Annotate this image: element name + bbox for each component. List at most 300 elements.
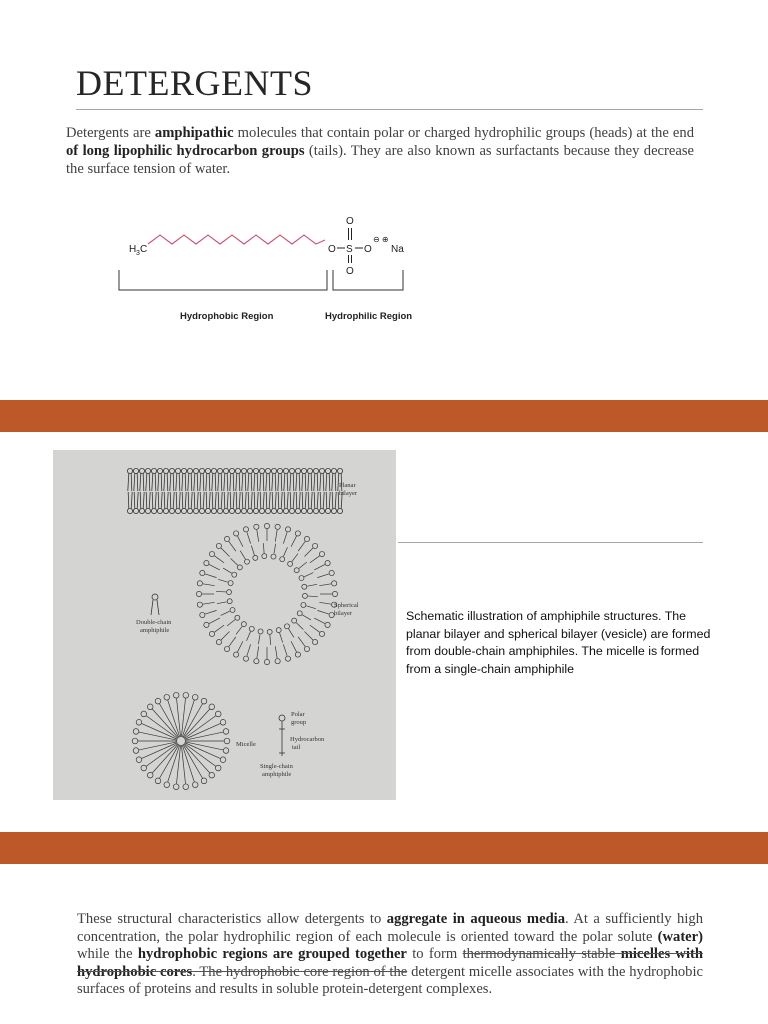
planar-head-bottom: [313, 508, 318, 513]
planar-head-bottom: [139, 508, 144, 513]
planar-tail-top: [335, 474, 336, 492]
planar-head-top: [235, 468, 240, 473]
vesicle-outer-head: [200, 570, 205, 575]
vesicle-inner-head: [230, 607, 235, 612]
planar-tail-bottom: [167, 492, 168, 509]
micelle-head: [141, 711, 147, 717]
single-chain-amphiphile-glyph: [279, 715, 285, 756]
planar-head-bottom: [145, 508, 150, 513]
vesicle-outer-tail: [304, 631, 312, 639]
vesicle-inner-head: [276, 628, 281, 633]
planar-tail-top: [263, 474, 264, 492]
planar-tail-top: [206, 474, 207, 492]
planar-tail-top: [155, 474, 156, 492]
planar-tail-bottom: [155, 492, 156, 509]
micelle-tail: [181, 698, 185, 737]
micelle-tail: [177, 745, 181, 784]
planar-head-top: [175, 468, 180, 473]
planar-head-top: [169, 468, 174, 473]
planar-head-bottom: [295, 508, 300, 513]
planar-head-top: [151, 468, 156, 473]
hydrophilic-bracket: [333, 270, 403, 290]
planar-tail-top: [326, 474, 327, 492]
planar-tail-top: [239, 474, 240, 492]
planar-head-top: [283, 468, 288, 473]
vesicle-inner-head: [302, 584, 307, 589]
planar-tail-bottom: [260, 492, 261, 509]
methyl-subscript-label: 3: [136, 250, 140, 257]
vesicle-inner-tail: [307, 584, 317, 586]
amphiphile-structures-figure: [53, 450, 396, 800]
planar-tail-top: [164, 474, 165, 492]
body-struck-bold-micelles: micelles with hydrophobic cores: [77, 946, 703, 980]
body-struck-text-2: . The hydrophobic core region of the: [192, 963, 408, 980]
vesicle-inner-head: [228, 581, 233, 586]
planar-tail-bottom: [293, 492, 294, 509]
micelle-tail: [185, 742, 223, 750]
planar-tail-top: [260, 474, 261, 492]
intro-text-3: (tails). They are also known as surfactants because they decrease the surface tension of water.: [66, 143, 694, 177]
micelle-head: [147, 772, 153, 778]
planar-tail-bottom: [317, 492, 318, 509]
planar-tail-bottom: [299, 492, 300, 509]
planar-head-top: [193, 468, 198, 473]
vesicle-outer-tail: [298, 637, 305, 647]
micelle-head: [133, 748, 139, 754]
planar-tail-bottom: [200, 492, 201, 509]
planar-tail-bottom: [176, 492, 177, 509]
planar-tail-top: [251, 474, 252, 492]
planar-tail-top: [182, 474, 183, 492]
vesicle-outer-head: [216, 543, 221, 548]
vesicle-outer-tail: [310, 625, 320, 632]
vesicle-inner-head: [262, 554, 267, 559]
planar-tail-bottom: [248, 492, 249, 509]
vesicle-inner-tail: [274, 544, 276, 554]
micelle-head: [132, 738, 138, 744]
planar-tail-bottom: [254, 492, 255, 509]
planar-tail-top: [167, 474, 168, 492]
micelle-head: [215, 765, 221, 771]
planar-tail-top: [143, 474, 144, 492]
planar-tail-top: [275, 474, 276, 492]
vesicle-inner-head: [294, 568, 299, 573]
planar-tail-bottom: [251, 492, 252, 509]
planar-tail-top: [305, 474, 306, 492]
planar-head-bottom: [319, 508, 324, 513]
planar-head-bottom: [187, 508, 192, 513]
planar-head-top: [289, 468, 294, 473]
micelle-head: [183, 692, 189, 698]
planar-tail-top: [329, 474, 330, 492]
planar-head-top: [163, 468, 168, 473]
planar-head-top: [337, 468, 342, 473]
micelle-head: [133, 729, 139, 735]
planar-tail-bottom: [194, 492, 195, 509]
micelle-head: [164, 694, 170, 700]
planar-head-top: [217, 468, 222, 473]
planar-tail-top: [191, 474, 192, 492]
planar-head-bottom: [127, 508, 132, 513]
planar-tail-top: [152, 474, 153, 492]
spherical-bilayer-label-2: bilayer: [334, 610, 353, 617]
planar-head-bottom: [181, 508, 186, 513]
vesicle-inner-tail: [270, 635, 271, 645]
vesicle-inner-tail: [221, 611, 230, 615]
vesicle-outer-head: [275, 659, 280, 664]
planar-tail-top: [185, 474, 186, 492]
planar-head-top: [325, 468, 330, 473]
planar-tail-bottom: [236, 492, 237, 509]
vesicle-inner-head: [227, 599, 232, 604]
planar-tail-bottom: [152, 492, 153, 509]
planar-tail-bottom: [170, 492, 171, 509]
vesicle-inner-tail: [227, 620, 235, 626]
micelle-tail: [139, 732, 177, 740]
vesicle-outer-head: [197, 581, 202, 586]
amphiphile-structures-svg: [53, 450, 396, 800]
vesicle-inner-tail: [283, 547, 287, 556]
planar-tail-bottom: [203, 492, 204, 509]
planar-tail-bottom: [173, 492, 174, 509]
planar-head-top: [127, 468, 132, 473]
vesicle-inner-head: [253, 555, 258, 560]
planar-head-top: [139, 468, 144, 473]
planar-tail-bottom: [263, 492, 264, 509]
planar-tail-bottom: [257, 492, 258, 509]
planar-head-bottom: [205, 508, 210, 513]
planar-tail-top: [170, 474, 171, 492]
planar-tail-top: [203, 474, 204, 492]
micelle-head: [209, 772, 215, 778]
planar-tail-top: [248, 474, 249, 492]
planar-tail-top: [314, 474, 315, 492]
vesicle-outer-head: [312, 543, 317, 548]
micelle-head: [147, 704, 153, 710]
vesicle-outer-tail: [275, 530, 277, 542]
micelle-head: [223, 729, 229, 735]
planar-head-bottom: [265, 508, 270, 513]
planar-tail-top: [323, 474, 324, 492]
planar-tail-bottom: [158, 492, 159, 509]
body-text-4: to form: [406, 946, 463, 963]
planar-tail-top: [221, 474, 222, 492]
planar-head-top: [181, 468, 186, 473]
planar-head-bottom: [235, 508, 240, 513]
planar-head-bottom: [175, 508, 180, 513]
planar-head-top: [295, 468, 300, 473]
micelle-label: Micelle: [236, 741, 256, 748]
double-chain-amphiphile-glyph: [151, 594, 159, 615]
planar-tail-top: [197, 474, 198, 492]
vesicle-inner-head: [280, 557, 285, 562]
vesicle-outer-head: [196, 591, 201, 596]
planar-head-bottom: [133, 508, 138, 513]
planar-tail-top: [230, 474, 231, 492]
planar-tail-bottom: [182, 492, 183, 509]
vesicle-outer-head: [312, 639, 317, 644]
planar-tail-top: [149, 474, 150, 492]
planar-head-top: [307, 468, 312, 473]
vesicle-inner-head: [301, 602, 306, 607]
planar-tail-top: [290, 474, 291, 492]
vesicle-inner-head: [267, 629, 272, 634]
planar-head-top: [331, 468, 336, 473]
body-bold-hydrophobic-regions: hydrophobic regions are grouped together: [137, 946, 407, 963]
planar-tail-top: [308, 474, 309, 492]
planar-head-top: [301, 468, 306, 473]
planar-tail-bottom: [272, 492, 273, 509]
micelle-head: [192, 694, 198, 700]
micelle: [132, 692, 230, 789]
vesicle-outer-tail: [229, 541, 236, 551]
sulfur-label: S: [346, 244, 353, 255]
planar-tail-bottom: [188, 492, 189, 509]
planar-tail-bottom: [140, 492, 141, 509]
body-struck-text-1: thermodynamically stable: [462, 946, 621, 963]
vesicle-outer-tail: [203, 602, 215, 604]
vesicle-outer-head: [329, 570, 334, 575]
planar-tail-bottom: [275, 492, 276, 509]
vesicle-outer-head: [295, 531, 300, 536]
vesicle-outer-head: [332, 591, 337, 596]
planar-tail-bottom: [296, 492, 297, 509]
vesicle-outer-tail: [214, 625, 224, 632]
planar-head-bottom: [229, 508, 234, 513]
vesicle-outer-head: [224, 646, 229, 651]
vesicle-inner-tail: [218, 579, 228, 582]
vesicle-outer-head: [234, 531, 239, 536]
planar-tail-bottom: [308, 492, 309, 509]
planar-head-bottom: [253, 508, 258, 513]
vesicle-inner-head: [297, 611, 302, 616]
planar-tail-bottom: [221, 492, 222, 509]
vesicle-inner-tail: [251, 545, 254, 555]
vesicle-outer-tail: [257, 530, 259, 542]
vesicle-inner-head: [227, 590, 232, 595]
planar-head-top: [277, 468, 282, 473]
planar-tail-bottom: [311, 492, 312, 509]
figure-caption: Schematic illustration of amphiphile structures. The planar bilayer and spherical bilayer (vesicle) are formed from double-chain amphiphiles. The micelle is formed from a single-chain amphiphile: [406, 609, 711, 676]
planar-tail-top: [200, 474, 201, 492]
planar-tail-bottom: [326, 492, 327, 509]
planar-tail-top: [296, 474, 297, 492]
planar-tail-bottom: [197, 492, 198, 509]
planar-tail-top: [131, 474, 132, 492]
planar-tail-top: [188, 474, 189, 492]
vesicle-inner-tail: [223, 568, 232, 573]
planar-head-top: [253, 468, 258, 473]
planar-tail-bottom: [128, 492, 129, 509]
hydrocarbon-chain: [148, 235, 325, 244]
planar-head-top: [211, 468, 216, 473]
planar-tail-bottom: [185, 492, 186, 509]
planar-tail-bottom: [314, 492, 315, 509]
planar-tail-top: [173, 474, 174, 492]
micelle-head: [201, 778, 207, 784]
planar-head-bottom: [301, 508, 306, 513]
vesicle-inner-head: [292, 618, 297, 623]
micelle-head: [224, 738, 230, 744]
vesicle-outer-tail: [229, 637, 236, 647]
planar-tail-top: [317, 474, 318, 492]
planar-tail-bottom: [239, 492, 240, 509]
planar-head-bottom: [217, 508, 222, 513]
planar-head-top: [313, 468, 318, 473]
planar-tail-top: [242, 474, 243, 492]
planar-head-bottom: [199, 508, 204, 513]
body-text-5: detergent micelle associates with the hydrophobic surfaces of proteins and results in soluble protein-detergent complexes.: [77, 963, 703, 998]
micelle-head: [136, 719, 142, 725]
body-text-1: These structural characteristics allow detergents to: [77, 911, 387, 927]
vesicle-outer-head: [200, 612, 205, 617]
methyl-h-label: H: [129, 244, 137, 255]
planar-tail-bottom: [161, 492, 162, 509]
planar-tail-bottom: [137, 492, 138, 509]
planar-head-top: [241, 468, 246, 473]
planar-tail-bottom: [329, 492, 330, 509]
vesicle-outer-head: [254, 659, 259, 664]
vesicle-outer-head: [264, 659, 269, 664]
micelle-head: [164, 782, 170, 788]
vesicle-outer-head: [285, 527, 290, 532]
vesicle-outer-tail: [275, 646, 277, 658]
planar-head-top: [199, 468, 204, 473]
vesicle-inner-head: [235, 615, 240, 620]
vesicle-outer-head: [304, 646, 309, 651]
anion-oxygen-label: O: [364, 244, 372, 255]
planar-tail-bottom: [233, 492, 234, 509]
planar-head-bottom: [193, 508, 198, 513]
planar-tail-bottom: [134, 492, 135, 509]
micelle-head: [155, 698, 161, 704]
planar-head-top: [187, 468, 192, 473]
planar-head-bottom: [223, 508, 228, 513]
vesicle-outer-tail: [304, 548, 312, 556]
planar-tail-top: [179, 474, 180, 492]
single-chain-label-1: Single-chain: [260, 763, 293, 770]
planar-tail-bottom: [164, 492, 165, 509]
vesicle-outer-tail: [209, 618, 220, 623]
vesicle-outer-tail: [205, 610, 216, 614]
planar-head-bottom: [157, 508, 162, 513]
vesicle-inner-head: [249, 626, 254, 631]
planar-tail-top: [137, 474, 138, 492]
hydrophobic-region-label: Hydrophobic Region: [180, 311, 274, 322]
intro-text-1: Detergents are: [66, 125, 155, 141]
planar-tail-top: [233, 474, 234, 492]
vesicle-outer-head: [285, 656, 290, 661]
vesicle-inner-tail: [263, 543, 264, 553]
planar-tail-top: [311, 474, 312, 492]
vesicle-outer-tail: [317, 574, 328, 578]
hydrophilic-region-label: Hydrophilic Region: [325, 311, 413, 322]
vesicle-outer-tail: [314, 564, 325, 569]
planar-tail-top: [128, 474, 129, 492]
vesicle-inner-head: [288, 561, 293, 566]
planar-tail-top: [245, 474, 246, 492]
vesicle-outer-head: [209, 551, 214, 556]
planar-head-top: [229, 468, 234, 473]
body-bold-aggregate: aggregate in aqueous media: [386, 911, 566, 927]
planar-tail-top: [140, 474, 141, 492]
vesicle-outer-head: [254, 524, 259, 529]
vesicle-inner-tail: [236, 627, 242, 635]
planar-tail-top: [269, 474, 270, 492]
planar-tail-top: [278, 474, 279, 492]
planar-tail-top: [302, 474, 303, 492]
planar-tail-bottom: [209, 492, 210, 509]
planar-tail-bottom: [332, 492, 333, 509]
planar-head-bottom: [331, 508, 336, 513]
planar-tail-bottom: [191, 492, 192, 509]
micelle-tail: [139, 742, 177, 750]
intro-paragraph: [66, 124, 694, 178]
micelle-head: [136, 757, 142, 763]
vesicle-outer-tail: [314, 618, 325, 623]
planar-tail-top: [254, 474, 255, 492]
planar-tail-bottom: [179, 492, 180, 509]
planar-head-bottom: [271, 508, 276, 513]
planar-tail-bottom: [287, 492, 288, 509]
planar-head-bottom: [211, 508, 216, 513]
intro-bold-hydrocarbon: of long lipophilic hydrocarbon groups: [66, 143, 305, 159]
planar-tail-bottom: [227, 492, 228, 509]
vesicle-inner-tail: [217, 602, 227, 604]
planar-tail-bottom: [323, 492, 324, 509]
body-paragraph: [77, 911, 703, 999]
micelle-tail: [168, 700, 180, 737]
vesicle-inner-tail: [247, 632, 251, 641]
vesicle-outer-head: [204, 622, 209, 627]
vesicle-inner-head: [232, 572, 237, 577]
intro-bold-amphipathic: amphipathic: [154, 125, 234, 141]
vesicle-outer-tail: [310, 556, 320, 563]
planar-head-bottom: [325, 508, 330, 513]
detergent-structure-diagram: [112, 204, 432, 334]
planar-tail-bottom: [212, 492, 213, 509]
planar-head-bottom: [259, 508, 264, 513]
vesicle-outer-head: [325, 561, 330, 566]
vesicle-inner-head: [271, 554, 276, 559]
planar-tail-bottom: [143, 492, 144, 509]
vesicle-outer-head: [275, 524, 280, 529]
vesicle-inner-tail: [304, 573, 313, 577]
vesicle-outer-tail: [214, 556, 224, 563]
spherical-bilayer: [196, 523, 337, 664]
planar-tail-bottom: [335, 492, 336, 509]
vesicle-outer-head: [319, 551, 324, 556]
charge-symbols: ⊖ ⊕: [373, 235, 389, 244]
body-bold-water: (water): [657, 928, 703, 945]
vesicle-inner-tail: [296, 623, 303, 630]
planar-tail-top: [287, 474, 288, 492]
vesicle-outer-tail: [221, 631, 229, 639]
intro-text-2: molecules that contain polar or charged hydrophilic groups (heads) at the end: [233, 125, 694, 141]
micelle-head: [155, 778, 161, 784]
planar-head-top: [157, 468, 162, 473]
vesicle-outer-head: [295, 652, 300, 657]
planar-head-top: [223, 468, 228, 473]
planar-head-bottom: [289, 508, 294, 513]
planar-tail-bottom: [242, 492, 243, 509]
planar-head-bottom: [241, 508, 246, 513]
planar-tail-top: [320, 474, 321, 492]
planar-tail-bottom: [131, 492, 132, 509]
bottom-oxygen-label: O: [346, 266, 354, 277]
planar-tail-top: [194, 474, 195, 492]
planar-tail-bottom: [302, 492, 303, 509]
